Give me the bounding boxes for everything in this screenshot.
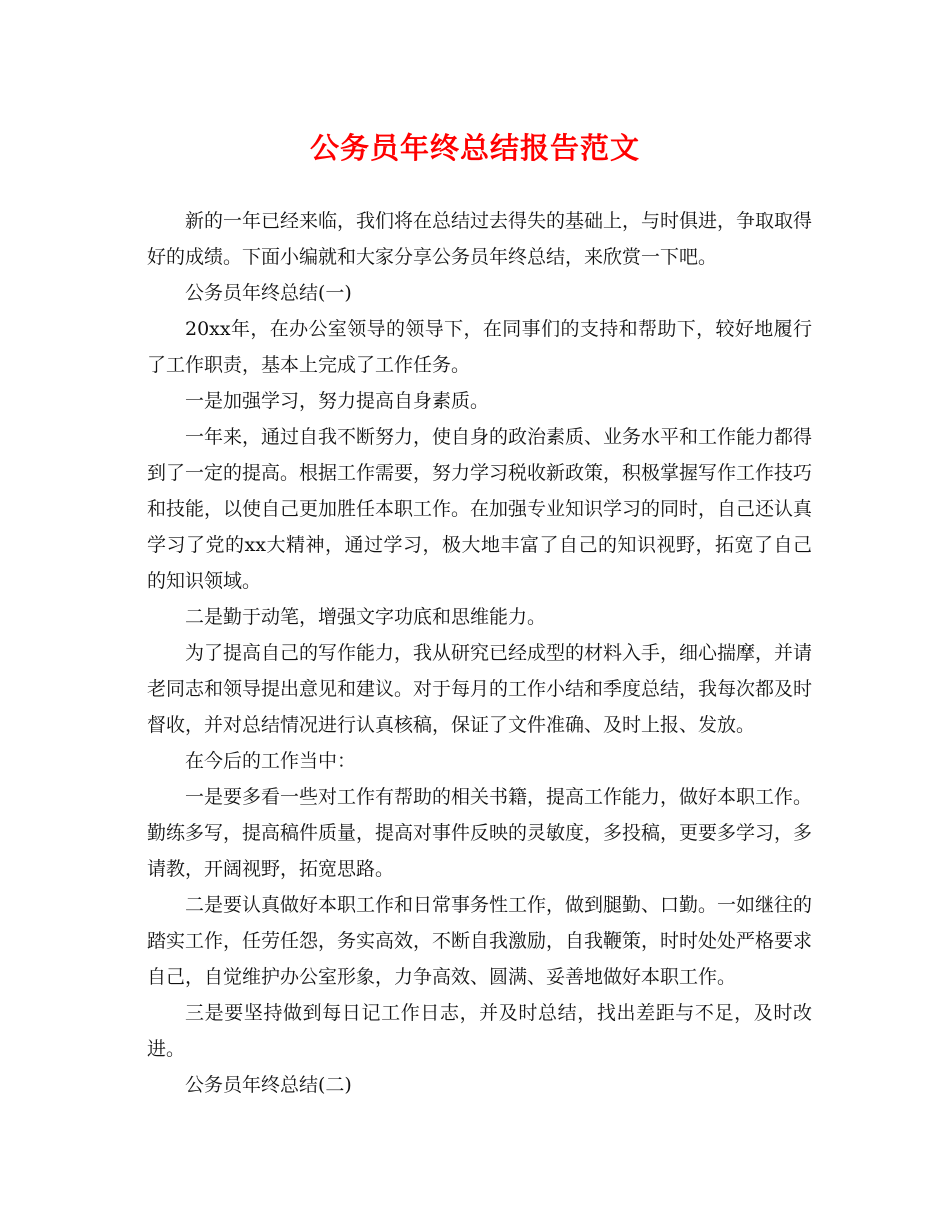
document-title: 公务员年终总结报告范文	[309, 131, 640, 165]
body-paragraph: 为了提高自己的写作能力，我从研究已经成型的材料入手，细心揣摩，并请老同志和领导提出意见和建议。对于每月的工作小结和季度总结，我每次都及时督收，并对总结情况进行认真核稿，保证了文件准确、及时上报、发放。	[147, 642, 813, 736]
intro-paragraph: 新的一年已经来临，我们将在总结过去得失的基础上，与时俱进，争取取得好的成绩。下面小编就和大家分享公务员年终总结，来欣赏一下吧。	[147, 210, 813, 268]
section-heading-one: 公务员年终总结(一)	[185, 282, 352, 304]
body-paragraph: 三是要坚持做到每日记工作日志，并及时总结，找出差距与不足，及时改进。	[147, 1002, 812, 1060]
point-heading-study: 一是加强学习，努力提高自身素质。	[185, 390, 490, 412]
body-paragraph: 20xx年，在办公室领导的领导下，在同事们的支持和帮助下，较好地履行了工作职责，基本上完成了工作任务。	[147, 318, 812, 376]
document-body	[147, 203, 812, 1103]
future-work-heading: 在今后的工作当中：	[185, 750, 357, 772]
section-heading-two: 公务员年终总结(二)	[185, 1074, 352, 1096]
point-heading-writing: 二是勤于动笔，增强文字功底和思维能力。	[185, 606, 547, 628]
body-paragraph: 二是要认真做好本职工作和日常事务性工作，做到腿勤、口勤。一如继往的踏实工作，任劳任怨，务实高效，不断自我激励，自我鞭策，时时处处严格要求自己，自觉维护办公室形象，力争高效、圆满、妥善地做好本职工作。	[147, 894, 813, 988]
body-paragraph: 一年来，通过自我不断努力，使自身的政治素质、业务水平和工作能力都得到了一定的提高。根据工作需要，努力学习税收新政策，积极掌握写作工作技巧和技能，以使自己更加胜任本职工作。在加强专业知识学习的同时，自己还认真学习了党的xx大精神，通过学习，极大地丰富了自己的知识视野，拓宽了自己的知识领域。	[147, 426, 813, 592]
body-paragraph: 一是要多看一些对工作有帮助的相关书籍，提高工作能力，做好本职工作。勤练多写，提高稿件质量，提高对事件反映的灵敏度，多投稿，更要多学习，多请教，开阔视野，拓宽思路。	[147, 786, 813, 880]
